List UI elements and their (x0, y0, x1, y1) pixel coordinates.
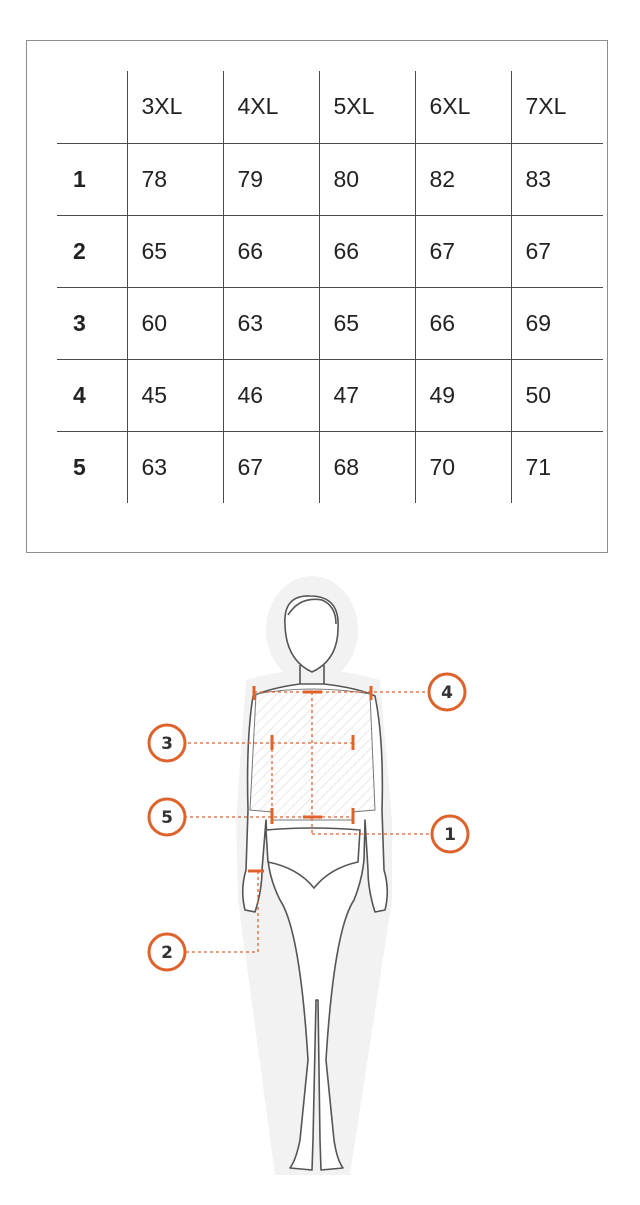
table-cell: 66 (319, 215, 415, 287)
marker-label: 3 (161, 734, 173, 754)
table-cell: 46 (223, 359, 319, 431)
table-row (57, 359, 603, 431)
corner-cell (57, 71, 127, 143)
row-header: 1 (57, 143, 127, 215)
table-row (57, 431, 603, 503)
marker-label: 1 (444, 825, 456, 845)
table-cell: 80 (319, 143, 415, 215)
table-cell: 68 (319, 431, 415, 503)
marker-4 (429, 674, 465, 710)
marker-2 (149, 934, 185, 970)
table-header-row (57, 71, 603, 143)
row-header: 2 (57, 215, 127, 287)
table-cell: 78 (127, 143, 223, 215)
marker-3 (149, 725, 185, 761)
column-header: 6XL (415, 71, 511, 143)
marker-label: 5 (161, 808, 173, 828)
marker-1 (432, 816, 468, 852)
column-header: 4XL (223, 71, 319, 143)
table-cell: 66 (223, 215, 319, 287)
column-header: 3XL (127, 71, 223, 143)
table-cell: 70 (415, 431, 511, 503)
table-cell: 71 (511, 431, 603, 503)
table-cell: 67 (223, 431, 319, 503)
row-header: 3 (57, 287, 127, 359)
table-row (57, 143, 603, 215)
row-header: 4 (57, 359, 127, 431)
size-chart-frame (26, 40, 608, 553)
table-cell: 67 (415, 215, 511, 287)
table-cell: 65 (127, 215, 223, 287)
body-illustration (0, 570, 640, 1200)
column-header: 7XL (511, 71, 603, 143)
table-cell: 49 (415, 359, 511, 431)
table-cell: 67 (511, 215, 603, 287)
measurement-figure (0, 570, 640, 1200)
row-header: 5 (57, 431, 127, 503)
table-cell: 79 (223, 143, 319, 215)
table-cell: 69 (511, 287, 603, 359)
table-row (57, 215, 603, 287)
table-cell: 60 (127, 287, 223, 359)
table-cell: 47 (319, 359, 415, 431)
table-cell: 82 (415, 143, 511, 215)
table-cell: 63 (127, 431, 223, 503)
column-header: 5XL (319, 71, 415, 143)
marker-5 (149, 799, 185, 835)
table-cell: 63 (223, 287, 319, 359)
table-cell: 45 (127, 359, 223, 431)
marker-label: 4 (441, 683, 453, 703)
marker-label: 2 (161, 943, 173, 963)
table-cell: 50 (511, 359, 603, 431)
table-cell: 83 (511, 143, 603, 215)
table-cell: 65 (319, 287, 415, 359)
table-row (57, 287, 603, 359)
table-cell: 66 (415, 287, 511, 359)
size-chart-table (57, 71, 603, 503)
